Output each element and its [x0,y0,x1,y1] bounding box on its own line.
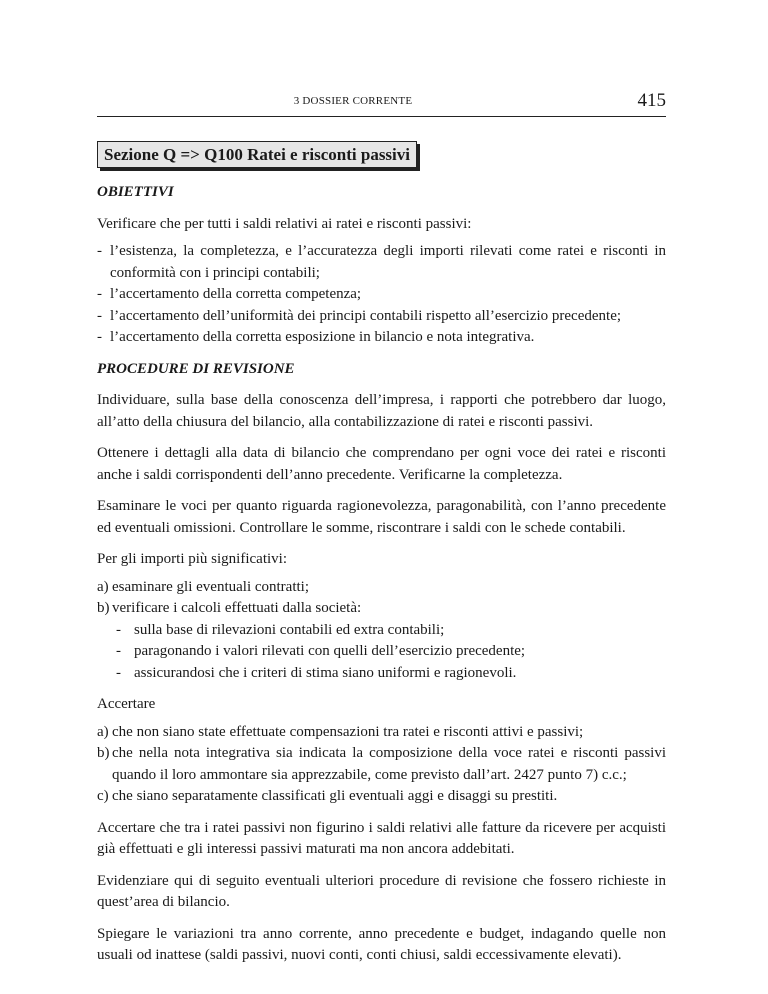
list-item: c) che siano separatamente classificati gli eventuali aggi e disaggi su prestiti. [97,788,558,804]
list-item: b) verificare i calcoli effettuati dalla società: - sulla base di rilevazioni contabili ed extra contabili; - paragonando i valori rilevati con quelli dell’esercizio precedente; - assicurandosi che i criteri di stima siano uniformi e ragionevoli. [97,598,666,684]
paragraph: Per gli importi più significativi: [97,551,287,567]
heading-obiettivi: OBIETTIVI [97,184,174,200]
section-title: Sezione Q => Q100 Ratei e risconti passivi [97,141,417,168]
list-item: - l’accertamento della corretta competenza; [97,286,362,302]
sub-list [97,620,666,685]
list-item: a) esaminare gli eventuali contratti; [97,578,310,595]
paragraph: Accertare che tra i ratei passivi non figurino i saldi relativi alle fatture da ricevere per acquisti già effettuati e gli interessi passivi maturati ma non ancora addebitati. [97,819,666,857]
list-item: b) che nella nota integrativa sia indicata la composizione della voce ratei e risconti passivi quando il loro ammontare sia apprezzabile, come previsto dall’art. 2427 punto 7) c.c.; [97,745,666,783]
paragraph: Ottenere i dettagli alla data di bilancio che comprendano per ogni voce dei ratei e risconti anche i saldi corrispondenti dell’anno precedente. Verificarne la completezza. [97,445,666,483]
paragraph: Esaminare le voci per quanto riguarda ragionevolezza, paragonabilità, con l’anno precedente ed eventuali omissioni. Controllare le somme, riscontrare i saldi con le schede contabili. [97,498,666,536]
sub-list-item: - sulla base di rilevazioni contabili ed extra contabili; [116,621,445,638]
document-body [97,182,666,977]
paragraph: Evidenziare qui di seguito eventuali ulteriori procedure di revisione che fossero richieste in quest’area di bilancio. [97,872,666,910]
paragraph: Spiegare le variazioni tra anno corrente, anno precedente e budget, indagando quelle non usuali od inattese (saldi passivi, nuovi conti, conti chiusi, saldi eccessivamente elevati). [97,925,666,963]
list-item: - l’accertamento della corretta esposizione in bilancio e nota integrativa. [97,329,535,345]
list-item: - l’esistenza, la completezza, e l’accuratezza degli importi rilevati come ratei e risconti in conformità con i principi contabili; [97,243,666,281]
paragraph: Individuare, sulla base della conoscenza dell’impresa, i rapporti che potrebbero dar luogo, all’atto della chiusura del bilancio, alla contabilizzazione di ratei e risconti passivi. [97,392,666,430]
running-header [97,92,666,117]
procedure-list-a [97,577,666,685]
page-number: 415 [637,90,666,111]
paragraph: Accertare [97,696,156,712]
list-item: a) che non siano state effettuate compensazioni tra ratei e risconti attivi e passivi; [97,723,584,740]
procedure-list-b [97,722,666,808]
obiettivi-intro: Verificare che per tutti i saldi relativi ai ratei e risconti passivi: [97,215,472,232]
sub-list-item: - assicurandosi che i criteri di stima siano uniformi e ragionevoli. [116,664,517,681]
obiettivi-list [97,241,666,349]
heading-procedure: PROCEDURE DI REVISIONE [97,360,295,377]
list-item: - l’accertamento dell’uniformità dei principi contabili rispetto all’esercizio precedente; [97,307,622,324]
sub-list-item: - paragonando i valori rilevati con quelli dell’esercizio precedente; [116,643,526,659]
running-title: 3 DOSSIER CORRENTE [293,95,413,107]
